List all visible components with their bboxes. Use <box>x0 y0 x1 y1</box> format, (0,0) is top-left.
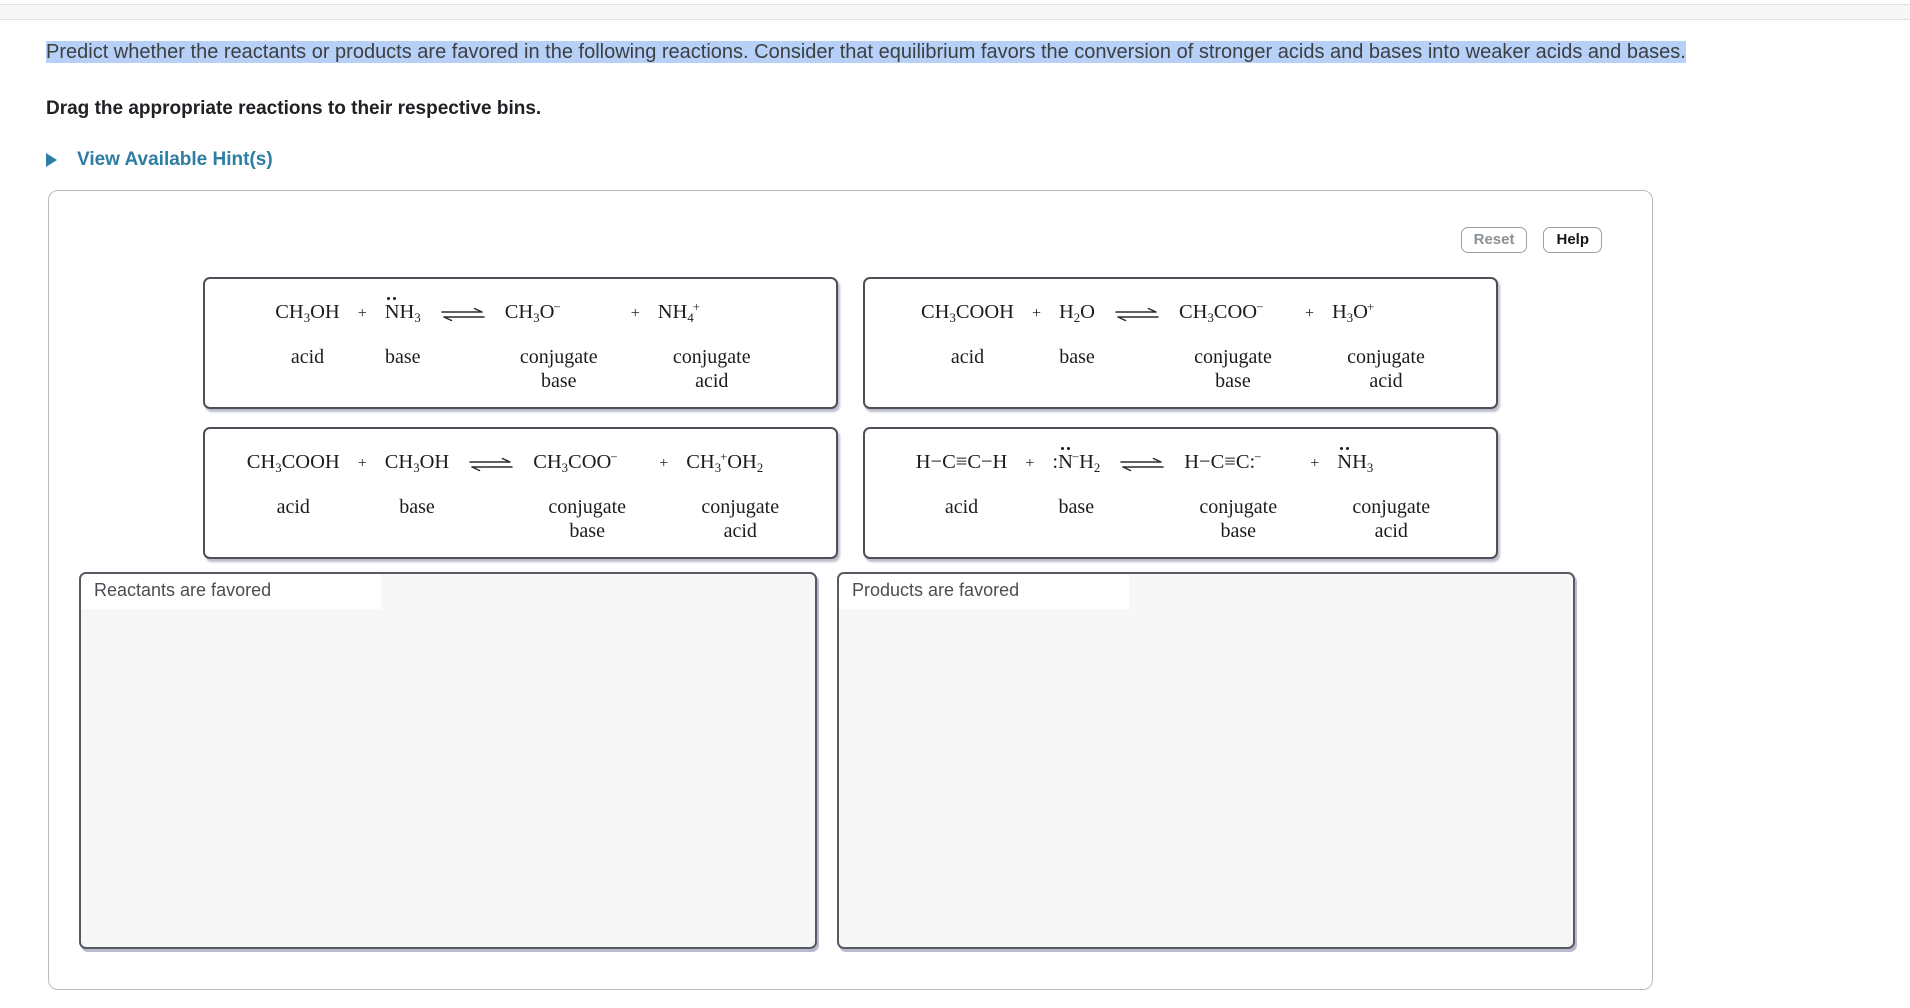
reaction-species: H−C≡C:− <box>1184 450 1262 473</box>
reaction-species: $CH_3COOH$ <box>921 300 1014 325</box>
plus-sign: + <box>630 304 640 322</box>
species-role-label: conjugate base <box>1199 496 1278 543</box>
plus-sign: + <box>1031 304 1041 322</box>
bin-reactants-favored[interactable] <box>79 572 817 949</box>
equilibrium-arrow-icon <box>1113 307 1161 327</box>
reaction-species: $CH_3COOH$ <box>246 450 340 475</box>
bin-label: Products are favored <box>839 574 1129 609</box>
question-text <box>46 37 1906 68</box>
reaction-species: $NH_3$ <box>1337 450 1374 475</box>
hint-expand-icon[interactable] <box>46 153 57 167</box>
reaction-species: $NH_4^+$ <box>657 300 700 325</box>
reaction-tiles <box>203 277 1652 559</box>
hint-link-label: View Available Hint(s) <box>77 149 273 170</box>
species-role-label: conjugate base <box>548 496 627 543</box>
species-role-label: acid <box>276 496 310 519</box>
activity-toolbar <box>49 191 1652 253</box>
species-role-label: acid <box>944 496 979 519</box>
plus-sign: + <box>357 304 367 322</box>
reaction-species: $H_3O^+$ <box>1331 300 1375 325</box>
reaction-species: $CH_3O^-$ <box>504 300 561 325</box>
reaction-species: $:N^-H_2$ <box>1052 450 1101 475</box>
plus-sign: + <box>1304 304 1314 322</box>
equilibrium-arrow-icon <box>467 457 515 477</box>
reaction-species: $H_2O$ <box>1058 300 1095 325</box>
hint-link[interactable] <box>46 149 1906 171</box>
species-role-label: conjugate acid <box>1352 496 1431 543</box>
plus-sign: + <box>1025 454 1035 472</box>
equilibrium-arrow-icon <box>439 307 487 327</box>
plus-sign: + <box>1310 454 1320 472</box>
reaction-species: H−C≡C−H <box>915 450 1008 473</box>
bin-products-favored[interactable] <box>837 572 1575 949</box>
reaction-species: $CH_3COO^-$ <box>1178 300 1264 325</box>
page-top-band <box>0 4 1910 20</box>
species-role-label: conjugate acid <box>701 496 780 543</box>
reaction-species: $CH_3COO^-$ <box>533 450 618 475</box>
species-role-label: conjugate base <box>1194 346 1272 393</box>
plus-sign: + <box>357 454 367 472</box>
help-button[interactable]: Help <box>1543 227 1602 253</box>
species-role-label: base <box>1058 496 1095 519</box>
equilibrium-arrow-icon <box>1118 457 1166 477</box>
species-role-label: base <box>399 496 435 519</box>
reaction-acetylene-amide[interactable] <box>863 427 1498 559</box>
reset-button[interactable]: Reset <box>1461 227 1528 253</box>
species-role-label: base <box>1059 346 1095 369</box>
reaction-aceticacid-methanol[interactable] <box>203 427 838 559</box>
species-role-label: conjugate base <box>519 346 598 393</box>
reaction-species: $CH_3^+OH_2$ <box>686 450 764 475</box>
reaction-methanol-ammonia[interactable] <box>203 277 838 409</box>
plus-sign: + <box>659 454 669 472</box>
reaction-aceticacid-water[interactable] <box>863 277 1498 409</box>
activity-panel <box>48 190 1653 990</box>
species-role-label: base <box>384 346 421 369</box>
reaction-species: $NH_3$ <box>384 300 421 325</box>
question-text-selection: Predict whether the reactants or products are favored in the following reactions. Consider that equilibrium favors the conversion of stronger acids and bases into weaker acids and bases. <box>46 41 1686 63</box>
species-role-label: conjugate acid <box>1347 346 1425 393</box>
answer-bins <box>79 572 1652 949</box>
instruction-text: Drag the appropriate reactions to their respective bins. <box>46 98 542 119</box>
reaction-species: $CH_3OH$ <box>275 300 340 325</box>
species-role-label: conjugate acid <box>672 346 751 393</box>
bin-label: Reactants are favored <box>81 574 381 609</box>
species-role-label: acid <box>950 346 985 369</box>
question-area <box>0 37 1910 990</box>
species-role-label: acid <box>290 346 325 369</box>
reaction-species: $CH_3OH$ <box>384 450 450 475</box>
